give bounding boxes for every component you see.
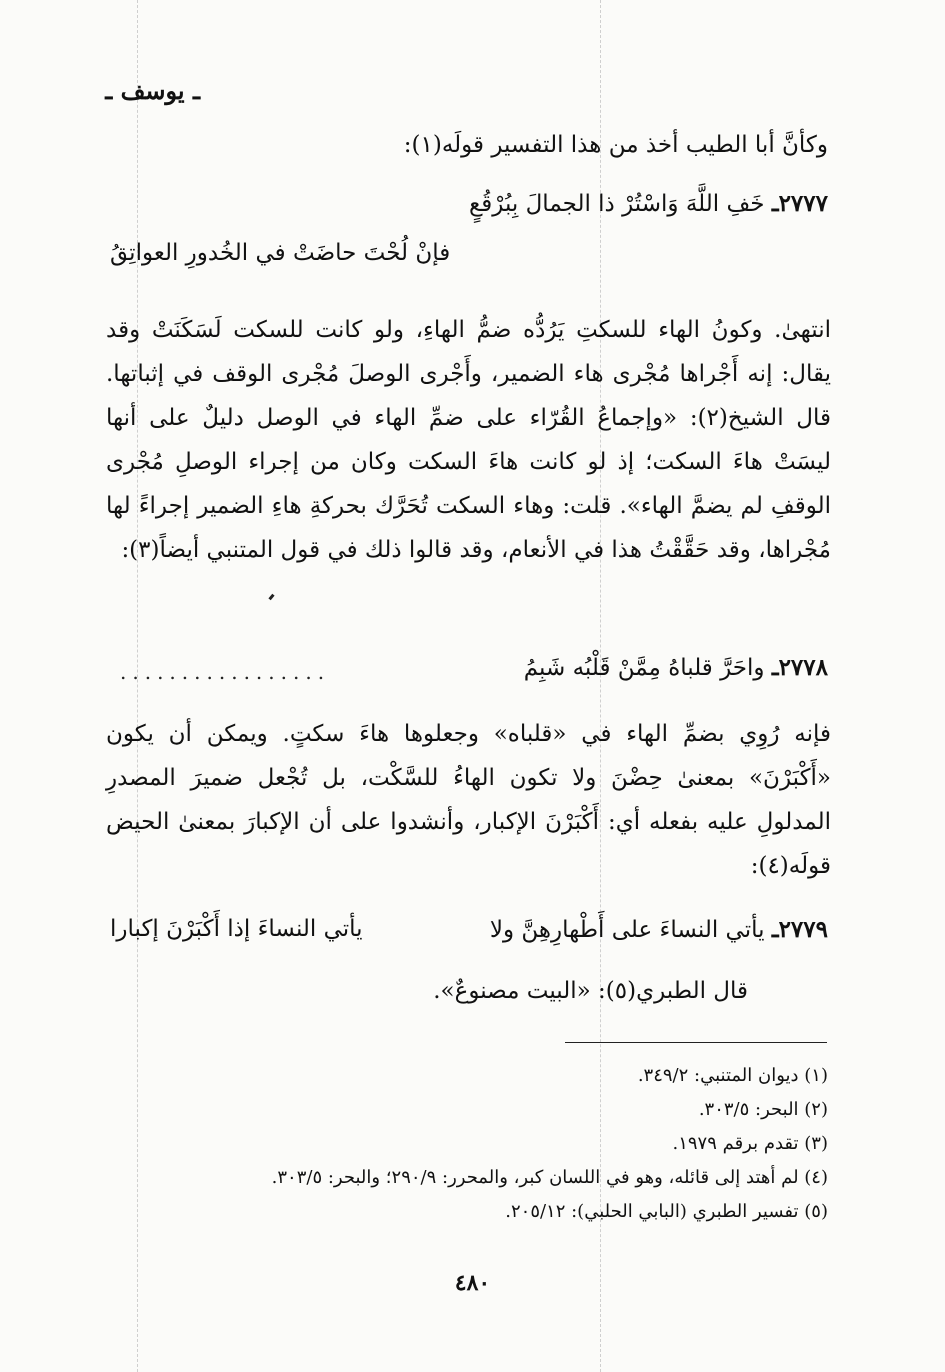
running-header: ـ يوسف ـ	[105, 76, 200, 105]
verse-number: ٢٧٧٨ـ	[771, 654, 828, 681]
footnote-rule	[565, 1042, 827, 1043]
verse-dots: .................	[120, 660, 331, 684]
verse-text: خَفِ اللَّهَ وَاسْتُرْ ذا الجمالَ بِبُرْقُعٍ	[469, 191, 765, 217]
intro-line: وكأنَّ أبا الطيب أخذ من هذا التفسير قولَه(١):	[403, 132, 828, 158]
verse-2777-first	[469, 190, 828, 217]
verse-number: ٢٧٧٩ـ	[771, 916, 828, 943]
scan-guide-line	[137, 0, 138, 1372]
verse-number: ٢٧٧٧ـ	[771, 190, 828, 217]
footnote-1: (١) ديوان المتنبي: ٣٤٩/٢.	[637, 1065, 828, 1086]
footnote-4: (٤) لم أهتد إلى قائله، وهو في اللسان كبر، والمحرر: ٢٩٠/٩؛ والبحر: ٣٠٣/٥.	[271, 1167, 828, 1188]
paragraph-1: انتهىٰ. وكونُ الهاء للسكتِ يَرُدُّه ضمُّ الهاءِ، ولو كانت للسكت لَسَكَنَتْ وقد يقال: إنه أَجْراها مُجْرى هاء الضمير، وأَجْرى الوصلَ مُجْرى الوقف في إثباتها. قال الشيخ(٢): «وإجماعُ القُرّاء على ضمِّ الهاء في الوصل دليلٌ على أنها ليسَتْ هاءَ السكت؛ إذ لو كانت هاءَ السكت وكان من إجراء الوصلِ مُجْرى الوقفِ لم يضمَّ الهاء». قلت: وهاء السكت تُحَرَّك بحركةِ هاءِ الضمير إجراءً لها مُجْراها، وقد حَقَّقْتُ هذا في الأنعام، وقد قالوا ذلك في قول المتنبي أيضاً(٣):	[106, 317, 831, 563]
footnote-3: (٣) تقدم برقم ١٩٧٩.	[672, 1133, 828, 1154]
verse-2779-first	[490, 916, 828, 943]
scan-mark	[268, 594, 274, 601]
verse-2779-second: يأتي النساءَ إذا أَكْبَرْنَ إكبارا	[110, 916, 363, 942]
paragraph-2: فإنه رُوِي بضمِّ الهاء في «قلباه» وجعلوها هاءَ سكتٍ. ويمكن أن يكون «أَكْبَرْنَ» بمعنىٰ حِضْنَ ولا تكون الهاءُ للسَّكْت، بل تُجْعل ضميرَ المصدرِ المدلولِ عليه بفعله أي: أَكْبَرْنَ الإكبار، وأنشدوا على أن الإكبارَ بمعنىٰ الحيض قولَه(٤):	[106, 721, 831, 879]
verse-2778	[524, 654, 828, 681]
footnote-2: (٢) البحر: ٣٠٣/٥.	[698, 1099, 828, 1120]
verse-2777-second: فإنْ لُحْتَ حاضَتْ في الخُدورِ العواتِقُ	[110, 240, 451, 266]
verse-text: يأتي النساءَ على أَطْهارِهِنَّ ولا	[489, 917, 765, 943]
verse-text: واحَرَّ قلباهُ مِمَّنْ قَلْبُه شَبِمُ	[523, 655, 765, 681]
after-verse-line: قال الطبري(٥): «البيت مصنوعٌ».	[433, 978, 748, 1004]
page-number: ٤٨٠	[454, 1270, 491, 1296]
footnote-5: (٥) تفسير الطبري (البابي الحلبي): ٢٠٥/١٢.	[505, 1201, 828, 1222]
